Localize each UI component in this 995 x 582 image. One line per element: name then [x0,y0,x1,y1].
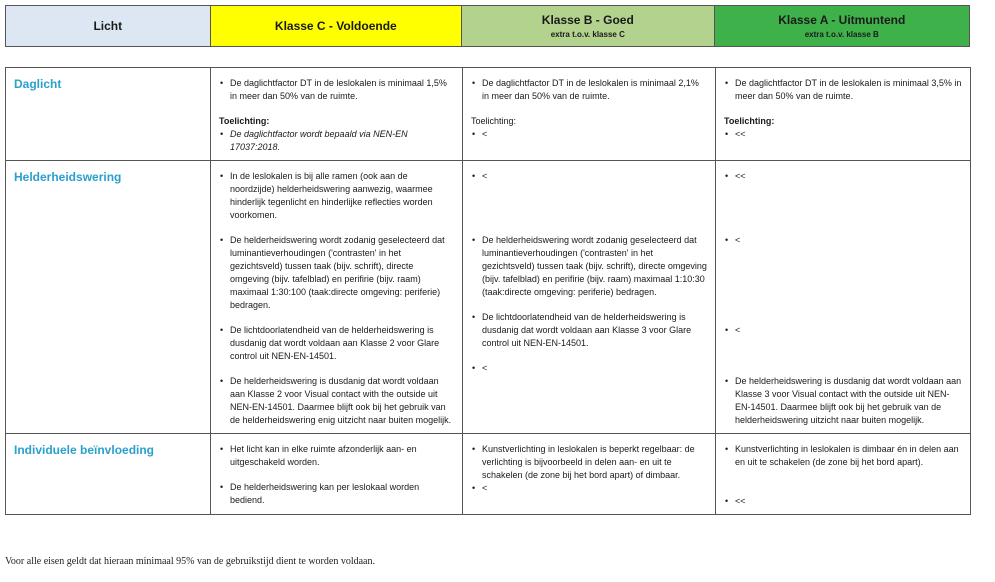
header-licht [6,6,211,46]
list-item: • < [471,170,707,183]
table-row-helderheidswering [6,161,971,434]
cell-helderheid-b [463,161,716,434]
row-label-cell [6,434,211,515]
list-item: • De daglichtfactor wordt bepaald via NEN-EN 17037:2018. [219,128,454,154]
header-klasse-a-subtitle: extra t.o.v. klasse B [804,29,879,39]
requirements-table [5,67,971,515]
cell-individueel-b [463,434,716,515]
table-row-daglicht [6,68,971,161]
list-item: • << [724,495,962,508]
toelichting-label: Toelichting: [724,116,775,126]
toelichting-label: Toelichting: [471,116,517,126]
cell-individueel-c [211,434,463,515]
list-item: • De helderheidswering wordt zodanig geselecteerd dat luminantieverhoudingen ('contrasten' in het gezichtsveld) tussen taak (bijv. schrift), directe omgeving (bijv. tafelblad) en perifirie (bijv. raam) maximaal 1:30:100 (taak:directe omgeving: periferie) bedragen. [219,234,454,312]
header-klasse-b-subtitle: extra t.o.v. klasse C [550,29,625,39]
header-klasse-c [211,6,462,46]
list-item: • << [724,170,962,183]
header-licht-title: Licht [93,19,123,33]
list-item: • Kunstverlichting in leslokalen is dimbaar én in delen aan en uit te schakelen (de zone bij het bord apart). [724,443,962,469]
list-item: • < [471,362,707,375]
list-item: • De lichtdoorlatendheid van de helderheidswering is dusdanig dat wordt voldaan aan Klasse 2 voor Glare control uit NEN-EN-14501. [219,324,454,363]
cell-helderheid-c [211,161,463,434]
cell-daglicht-b [463,68,716,161]
header-klasse-a [715,6,969,46]
cell-daglicht-c [211,68,463,161]
header-klasse-a-title: Klasse A - Uitmuntend [778,12,906,27]
row-label-cell [6,68,211,161]
cell-individueel-a [716,434,971,515]
toelichting-label: Toelichting: [219,116,270,126]
header-klasse-b [462,6,714,46]
list-item: • < [724,234,962,247]
section-label-individueel: Individuele beïnvloeding [14,443,155,457]
list-item: • De daglichtfactor DT in de leslokalen is minimaal 3,5% in meer dan 50% van de ruimte. [724,77,962,103]
cell-daglicht-a [716,68,971,161]
list-item: • << [724,128,962,141]
table-row-individueel [6,434,971,515]
list-item: • De lichtdoorlatendheid van de helderheidswering is dusdanig dat wordt voldaan aan Klasse 3 voor Glare control uit NEN-EN-14501. [471,311,707,350]
table-header [5,5,970,47]
cell-helderheid-a [716,161,971,434]
list-item: • < [724,324,962,337]
list-item: • De daglichtfactor DT in de leslokalen is minimaal 2,1% in meer dan 50% van de ruimte. [471,77,707,103]
list-item: • De helderheidswering kan per leslokaal worden bediend. [219,481,454,507]
header-klasse-b-title: Klasse B - Goed [541,12,634,27]
section-label-daglicht: Daglicht [14,77,62,91]
section-label-helderheidswering: Helderheidswering [14,170,122,184]
list-item: • Kunstverlichting in leslokalen is beperkt regelbaar: de verlichting is bijvoorbeeld in delen aan- en uit te schakelen (de zone bij het bord apart) of dimbaar. [471,443,707,482]
row-label-cell [6,161,211,434]
list-item: • < [471,128,707,141]
header-klasse-c-title: Klasse C - Voldoende [274,19,397,33]
list-item: • De helderheidswering wordt zodanig geselecteerd dat luminantieverhoudingen ('contrasten' in het gezichtsveld) tussen taak (bijv. schrift), directe omgeving (bijv. tafelblad) en perifirie (bijv. raam) maximaal 1:10:30 (taak:directe omgeving: periferie) bedragen. [471,234,707,299]
footer-note: Voor alle eisen geldt dat hieraan minimaal 95% van de gebruikstijd dient te worden voldaan. [5,556,375,567]
list-item: • De daglichtfactor DT in de leslokalen is minimaal 1,5% in meer dan 50% van de ruimte. [219,77,454,103]
list-item: • De helderheidswering is dusdanig dat wordt voldaan aan Klasse 2 voor Visual contact with the outside uit NEN-EN-14501. Daarmee blijft ook bij het gebruik van de helderheidswering enig uitzicht naar buiten mogelijk. [219,375,454,427]
list-item: • < [471,482,707,495]
list-item: • In de leslokalen is bij alle ramen (ook aan de noordzijde) helderheidswering aanwezig, waarmee hinderlijk tegenlicht en hinderlijke reflecties worden voorkomen. [219,170,454,222]
list-item: • Het licht kan in elke ruimte afzonderlijk aan- en uitgeschakeld worden. [219,443,454,469]
list-item: • De helderheidswering is dusdanig dat wordt voldaan aan Klasse 3 voor Visual contact with the outside uit NEN-EN-14501. Daarmee blijft ook bij het gebruik van de helderheidswering uitzicht naar buiten mogelijk. [724,375,962,427]
